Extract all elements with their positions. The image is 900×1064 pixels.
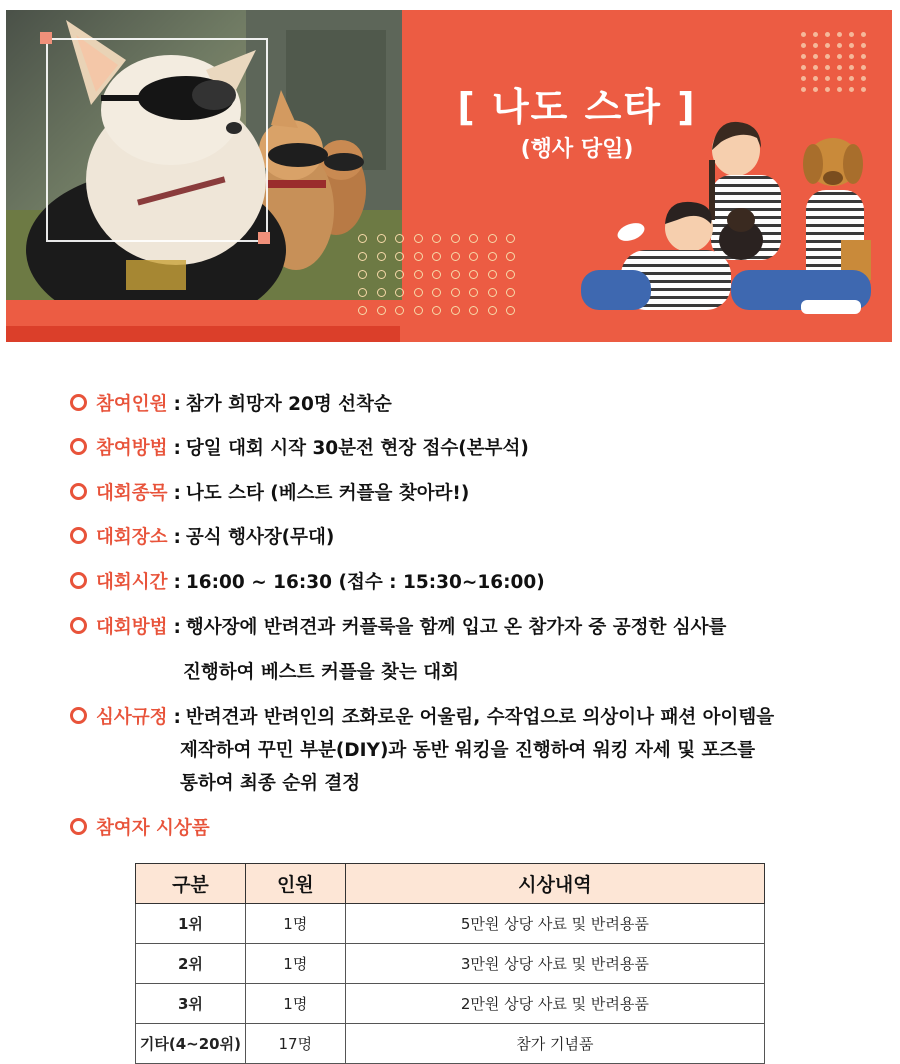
info-value: 16:00 ~ 16:30 (접수 : 15:30~16:00) xyxy=(185,572,545,593)
dot-decoration xyxy=(837,43,842,48)
dot-decoration xyxy=(825,43,830,48)
prize-heading xyxy=(70,816,210,842)
prize-cell: 3만원 상당 사료 및 반려용품 xyxy=(345,944,764,984)
prize-cell: 참가 기념품 xyxy=(345,1024,764,1064)
dot-decoration xyxy=(837,76,842,81)
dot-decoration xyxy=(377,288,386,297)
dot-decoration xyxy=(358,288,367,297)
info-label: 대회시간 xyxy=(96,572,168,593)
circle-bullet-icon xyxy=(70,394,87,411)
dot-decoration xyxy=(813,32,818,37)
prize-heading-label: 참여자 시상품 xyxy=(96,818,210,839)
dot-decoration xyxy=(506,306,515,315)
dot-decoration xyxy=(451,252,460,261)
dot-decoration xyxy=(469,252,478,261)
dot-decoration xyxy=(506,252,515,261)
info-continuation: 제작하여 꾸민 부분(DIY)과 동반 워킹을 진행하여 워킹 자세 및 포즈를 xyxy=(180,740,756,761)
count-cell: 1명 xyxy=(245,904,345,944)
dot-decoration xyxy=(377,306,386,315)
dot-decoration xyxy=(801,32,806,37)
dot-decoration xyxy=(488,234,497,243)
info-value: 공식 행사장(무대) xyxy=(185,527,335,548)
dot-decoration xyxy=(813,76,818,81)
info-row-method: 참여방법 : 당일 대회 시작 30분전 현장 접수(본부석) xyxy=(70,436,529,462)
prize-table xyxy=(135,863,765,1064)
table-row xyxy=(136,944,765,984)
dot-decoration xyxy=(861,43,866,48)
dot-decoration xyxy=(837,87,842,92)
frame-corner xyxy=(40,32,52,44)
family-with-dogs-illustration xyxy=(581,120,881,330)
table-header-row xyxy=(136,864,765,904)
count-cell: 17명 xyxy=(245,1024,345,1064)
info-label: 심사규정 xyxy=(96,707,168,728)
dot-decoration xyxy=(414,252,423,261)
dot-decoration xyxy=(849,43,854,48)
rank-cell: 1위 xyxy=(136,904,246,944)
dot-decoration xyxy=(861,54,866,59)
dogs-with-goggles-photo xyxy=(6,10,402,300)
dot-decoration xyxy=(849,32,854,37)
prize-cell: 5만원 상당 사료 및 반려용품 xyxy=(345,904,764,944)
dot-decoration xyxy=(849,76,854,81)
info-row-event: 대회종목 : 나도 스타 (베스트 커플을 찾아라!) xyxy=(70,481,469,507)
dot-decoration xyxy=(377,234,386,243)
dot-decoration xyxy=(358,306,367,315)
dot-decoration xyxy=(358,234,367,243)
info-label: 참여인원 xyxy=(96,394,168,415)
dot-decoration xyxy=(451,234,460,243)
column-header: 시상내역 xyxy=(345,864,764,904)
dot-decoration xyxy=(469,306,478,315)
column-header: 인원 xyxy=(245,864,345,904)
info-continuation: 통하여 최종 순위 결정 xyxy=(180,773,361,794)
dot-decoration xyxy=(451,306,460,315)
info-row-judging: 심사규정 : 반려견과 반려인의 조화로운 어울림, 수작업으로 의상이나 패션 아이템을 xyxy=(70,705,774,731)
dot-decoration xyxy=(801,65,806,70)
info-label: 대회방법 xyxy=(96,617,168,638)
dot-decoration xyxy=(825,65,830,70)
dot-decoration xyxy=(432,306,441,315)
dot-decoration xyxy=(395,288,404,297)
info-label: 참여방법 xyxy=(96,438,168,459)
dot-decoration xyxy=(488,306,497,315)
dot-decoration xyxy=(377,252,386,261)
dot-decoration xyxy=(414,234,423,243)
info-value: 참가 희망자 20명 선착순 xyxy=(185,394,392,415)
dot-decoration xyxy=(488,288,497,297)
banner-stripe xyxy=(6,326,400,342)
dot-decoration xyxy=(801,76,806,81)
dot-decoration xyxy=(432,252,441,261)
dot-decoration xyxy=(861,76,866,81)
dot-pattern-left xyxy=(358,234,525,315)
dot-decoration xyxy=(451,270,460,279)
info-row-participants: 참여인원 : 참가 희망자 20명 선착순 xyxy=(70,392,392,418)
dot-decoration xyxy=(801,54,806,59)
info-value: 반려견과 반려인의 조화로운 어울림, 수작업으로 의상이나 패션 아이템을 xyxy=(185,707,775,728)
dot-decoration xyxy=(506,288,515,297)
dot-decoration xyxy=(358,270,367,279)
dot-decoration xyxy=(469,288,478,297)
dot-decoration xyxy=(488,270,497,279)
dot-decoration xyxy=(414,288,423,297)
dot-decoration xyxy=(488,252,497,261)
dot-decoration xyxy=(469,270,478,279)
info-row-time: 대회시간 : 16:00 ~ 16:30 (접수 : 15:30~16:00) xyxy=(70,570,545,596)
dot-decoration xyxy=(825,76,830,81)
dot-decoration xyxy=(506,234,515,243)
dot-decoration xyxy=(395,306,404,315)
dot-decoration xyxy=(377,270,386,279)
frame-corner xyxy=(258,232,270,244)
dot-decoration xyxy=(837,32,842,37)
info-value: 당일 대회 시작 30분전 현장 접수(본부석) xyxy=(185,438,529,459)
table-row xyxy=(136,984,765,1024)
info-continuation: 진행하여 베스트 커플을 찾는 대회 xyxy=(183,662,459,683)
dot-decoration xyxy=(825,32,830,37)
dot-decoration xyxy=(837,54,842,59)
column-header: 구분 xyxy=(136,864,246,904)
dot-decoration xyxy=(395,252,404,261)
dot-decoration xyxy=(469,234,478,243)
dot-decoration xyxy=(825,54,830,59)
info-label: 대회장소 xyxy=(96,527,168,548)
dot-decoration xyxy=(813,54,818,59)
dot-decoration xyxy=(849,87,854,92)
table-row xyxy=(136,904,765,944)
count-cell: 1명 xyxy=(245,984,345,1024)
dot-decoration xyxy=(414,306,423,315)
dot-decoration xyxy=(358,252,367,261)
circle-bullet-icon xyxy=(70,707,87,724)
dot-decoration xyxy=(801,43,806,48)
dot-decoration xyxy=(849,54,854,59)
banner-title: [ 나도 스타 ] xyxy=(457,85,697,129)
rank-cell: 기타(4~20위) xyxy=(136,1024,246,1064)
circle-bullet-icon xyxy=(70,818,87,835)
info-row-venue: 대회장소 : 공식 행사장(무대) xyxy=(70,525,334,551)
dot-decoration xyxy=(837,65,842,70)
table-row xyxy=(136,1024,765,1064)
dot-decoration xyxy=(432,288,441,297)
circle-bullet-icon xyxy=(70,483,87,500)
info-row-competition-method: 대회방법 : 행사장에 반려견과 커플룩을 함께 입고 온 참가자 중 공정한 심사를 xyxy=(70,615,726,641)
circle-bullet-icon xyxy=(70,527,87,544)
prize-cell: 2만원 상당 사료 및 반려용품 xyxy=(345,984,764,1024)
dot-decoration xyxy=(813,43,818,48)
dot-decoration xyxy=(451,288,460,297)
dot-pattern-right xyxy=(801,32,873,92)
dot-decoration xyxy=(861,32,866,37)
info-value: 행사장에 반려견과 커플룩을 함께 입고 온 참가자 중 공정한 심사를 xyxy=(185,617,727,638)
banner-subtitle: (행사 당일) xyxy=(520,137,634,162)
photo-frame xyxy=(46,38,268,242)
dot-decoration xyxy=(825,87,830,92)
circle-bullet-icon xyxy=(70,438,87,455)
rank-cell: 3위 xyxy=(136,984,246,1024)
info-label: 대회종목 xyxy=(96,483,168,504)
event-banner xyxy=(6,10,892,342)
dot-decoration xyxy=(813,87,818,92)
dot-decoration xyxy=(861,65,866,70)
dot-decoration xyxy=(801,87,806,92)
dot-decoration xyxy=(506,270,515,279)
circle-bullet-icon xyxy=(70,572,87,589)
dot-decoration xyxy=(395,270,404,279)
dot-decoration xyxy=(432,270,441,279)
dot-decoration xyxy=(395,234,404,243)
dot-decoration xyxy=(849,65,854,70)
dot-decoration xyxy=(813,65,818,70)
dot-decoration xyxy=(414,270,423,279)
info-value: 나도 스타 (베스트 커플을 찾아라!) xyxy=(185,483,470,504)
count-cell: 1명 xyxy=(245,944,345,984)
circle-bullet-icon xyxy=(70,617,87,634)
rank-cell: 2위 xyxy=(136,944,246,984)
dot-decoration xyxy=(432,234,441,243)
dot-decoration xyxy=(861,87,866,92)
